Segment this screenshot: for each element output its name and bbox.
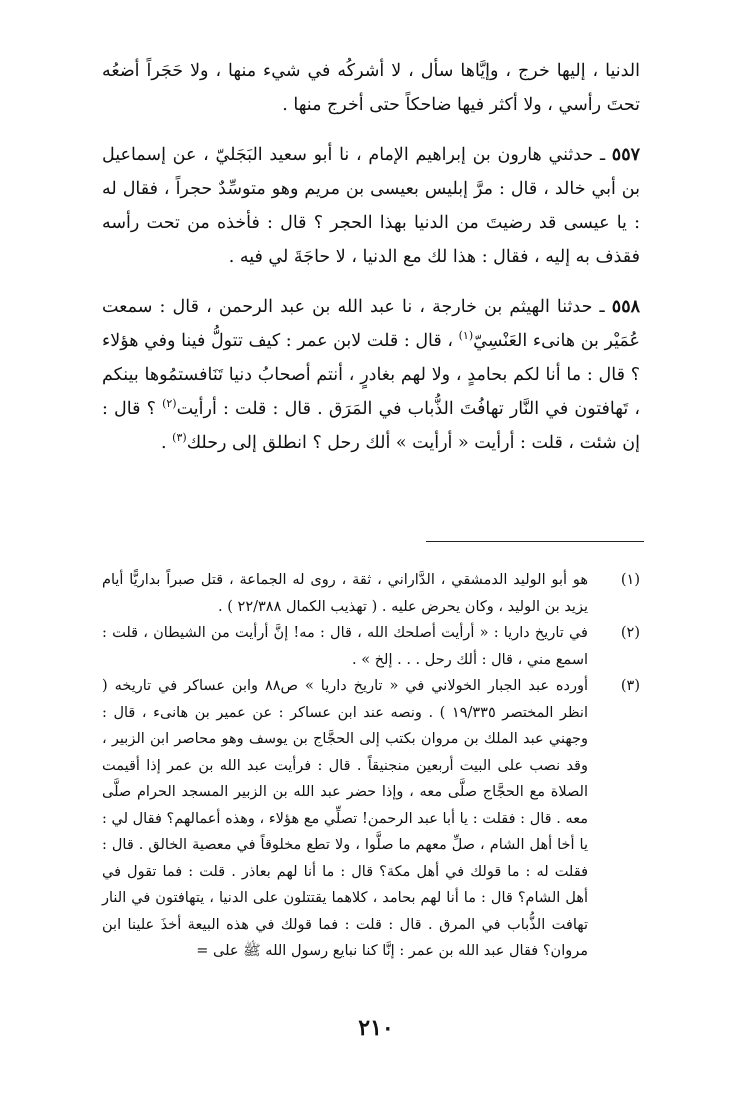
footnote-number: (٢)	[620, 625, 640, 641]
footnote-number: (٣)	[620, 678, 640, 694]
footnote-ref-2: (٢)	[162, 397, 177, 411]
paragraph-continuation	[102, 54, 640, 122]
footnotes	[102, 567, 640, 965]
main-text	[102, 54, 640, 460]
paragraph-558	[102, 290, 640, 460]
paragraph-557	[102, 138, 640, 274]
paragraph-text: ـ حدثنا الهيثم بن خارجة ، نا عبد الله بن عبد الرحمن ، قال : سمعت عُمَيْر بن هانىء العَنْسِيّ	[102, 297, 640, 351]
paragraph-text: ـ حدثني هارون بن إبراهيم الإمام ، نا أبو سعيد البَجَليّ ، عن إسماعيل بن أبي خالد ، قال : مرَّ إبليس بعيسى بن مريم وهو متوسِّدٌ حجراً ، فقال له : يا عيسى قد رضيتَ من الدنيا بهذا الحجر ؟ قال : فأخذه من تحت رأسه فقذف به إليه ، فقال : هذا لك مع الدنيا ، لا حاجَةَ لي فيه .	[102, 145, 640, 267]
footnote	[102, 620, 640, 673]
footnote-text: أورده عبد الجبار الخولاني في « تاريخ داريا » ص٨٨ وابن عساكر في تاريخه ( انظر المختصر ١٩/٣٣٥ ) . ونصه عند ابن عساكر : عن عمير بن هانىء ، قال : وجهني عبد الملك بن مروان بكتب إلى الحجَّاج بن يوسف وهو محاصر ابن الزبير ، وقد نصب على البيت أربعين منجنيقاً . قال : فرأيت عبد الله بن عمر إذا أقيمت الصلاة مع الحجَّاج صلَّى معه ، وإذا حضر عبد الله بن الزبير المسجد الحرام صلَّى معه . قال : فقلت : يا أبا عبد الرحمن! تصلِّي مع هؤلاء ، وهذه أعمالهم؟ فقال لي : يا أخا أهل الشام ، صلِّ معهم ما صلَّوا ، ولا تطع مخلوقاً في معصية الخالق . قال : فقلت له : ما قولك في أهل مكة؟ قال : ما أنا لهم بعاذر . قلت : فما تقول في أهل الشام؟ قال : ما أنا لهم بحامد ، كلاهما يقتتلون على الدنيا ، يتهافتون في النار تهافت الذُّباب في المرق . قال : قلت : فما قولك في هذه البيعة أخذَ علينا ابن مروان؟ فقال عبد الله بن عمر : إنَّا كنا نبايع رسول الله ﷺ على =	[102, 678, 588, 959]
footnote-number: (١)	[620, 572, 640, 588]
footnote-divider	[426, 541, 644, 542]
paragraph-text: الدنيا ، إليها خرج ، وإيَّاها سأل ، لا أشركُه في شيء منها ، ولا حَجَراً أضعُه تحتَ رأسي ، ولا أكثر فيها ضاحكاً حتى أخرج منها .	[102, 61, 640, 115]
footnote-ref-1: (١)	[458, 329, 474, 343]
footnote-ref-3: (٣)	[172, 431, 187, 445]
footnote	[102, 673, 640, 965]
paragraph-text: ، قال : قلت لابن عمر : كيف تتولُّ فينا وفي هؤلاء ؟ قال : ما أنا لكم بحامدٍ ، ولا لهم بغادرٍ ، أنتم أصحابُ دنيا تَنَافستمُوها بينكم ، تَهافتون في النَّار تهافُتَ الذُّباب في المَرَق . قال : قلت : أرأيت	[102, 331, 640, 419]
paragraph-number: ٥٥٧	[611, 145, 640, 165]
paragraph-text: .	[161, 433, 173, 453]
page-number: ٢١٠	[358, 1015, 394, 1041]
paragraph-number: ٥٥٨	[611, 297, 640, 317]
paragraph-text: ؟ قال : إن شئت ، قلت : أرأيت « أرأيت » ألك رحل ؟ انطلق إلى رحلك	[102, 399, 640, 453]
footnote-text: هو أبو الوليد الدمشقي ، الدَّاراني ، ثقة ، روى له الجماعة ، قتل صبراً بداريًّا أيام يزيد بن الوليد ، وكان يحرض عليه . ( تهذيب الكمال ٢٢/٣٨٨ ) .	[102, 572, 588, 615]
footnote	[102, 567, 640, 620]
footnote-text: في تاريخ داريا : « أرأيت أصلحك الله ، قال : مه! إنَّ أرأيت من الشيطان ، قلت : اسمع مني ، قال : ألك رحل . . . إلخ » .	[102, 625, 588, 668]
